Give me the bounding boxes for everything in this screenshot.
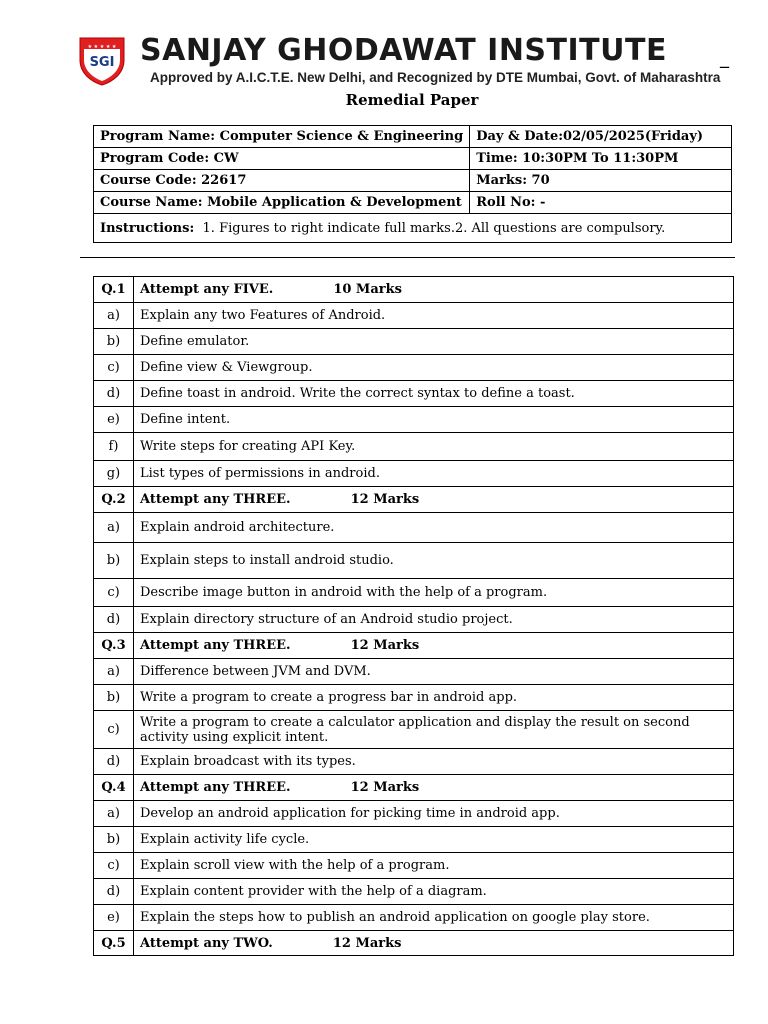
sub-question-text: Define emulator. [134, 329, 734, 355]
sub-question-text: Explain content provider with the help of a diagram. [134, 879, 734, 905]
institute-name: SANJAY GHODAWAT INSTITUTE [140, 33, 667, 68]
sub-question-text: Explain any two Features of Android. [134, 303, 734, 329]
question-number: Q.5 [94, 931, 134, 956]
sub-question-label: c) [94, 711, 134, 749]
sub-question-label: a) [94, 801, 134, 827]
question-title: Attempt any FIVE. [140, 282, 274, 297]
sub-question-row [94, 407, 734, 433]
sub-question-label: d) [94, 381, 134, 407]
question-marks: 12 Marks [350, 780, 420, 795]
sub-question-text: Write a program to create a progress bar in android app. [134, 685, 734, 711]
sub-question-text: Develop an android application for picking time in android app. [134, 801, 734, 827]
question-header-row [94, 931, 734, 956]
sub-question-label: c) [94, 579, 134, 607]
sub-question-text: Define view & Viewgroup. [134, 355, 734, 381]
header-dash: _ [720, 48, 729, 69]
program-name: Program Name: Computer Science & Engineering [94, 126, 470, 148]
question-instruction [134, 277, 734, 303]
question-number: Q.3 [94, 633, 134, 659]
program-code: Program Code: CW [94, 148, 470, 170]
logo-lettering: SGI [89, 55, 115, 70]
sub-question-row [94, 827, 734, 853]
course-name: Course Name: Mobile Application & Development [94, 192, 470, 214]
separator-line [80, 257, 735, 258]
sub-question-row [94, 659, 734, 685]
sub-question-text: Describe image button in android with the help of a program. [134, 579, 734, 607]
institute-logo [76, 36, 128, 86]
question-instruction [134, 931, 734, 956]
total-marks: Marks: 70 [470, 170, 732, 192]
sub-question-text: Explain activity life cycle. [134, 827, 734, 853]
sub-question-row [94, 711, 734, 749]
sub-question-label: a) [94, 303, 134, 329]
question-header-row [94, 775, 734, 801]
sub-question-row [94, 543, 734, 579]
sub-question-row [94, 685, 734, 711]
question-instruction [134, 633, 734, 659]
question-header-row [94, 277, 734, 303]
sub-question-row [94, 433, 734, 461]
paper-title: Remedial Paper [345, 91, 479, 109]
sub-question-text: Explain the steps how to publish an android application on google play store. [134, 905, 734, 931]
sub-question-text: Difference between JVM and DVM. [134, 659, 734, 685]
sub-question-label: a) [94, 659, 134, 685]
sub-question-label: g) [94, 461, 134, 487]
question-header-row [94, 633, 734, 659]
questions-table [93, 276, 734, 956]
sub-question-row [94, 879, 734, 905]
day-date: Day & Date:02/05/2025(Friday) [470, 126, 732, 148]
sub-question-label: e) [94, 905, 134, 931]
question-number: Q.4 [94, 775, 134, 801]
instructions-label: Instructions: [100, 220, 195, 236]
sub-question-label: c) [94, 355, 134, 381]
svg-text:★ ★ ★ ★ ★: ★ ★ ★ ★ ★ [87, 44, 117, 50]
sub-question-label: f) [94, 433, 134, 461]
question-number: Q.1 [94, 277, 134, 303]
question-marks: 10 Marks [333, 282, 402, 297]
question-title: Attempt any THREE. [140, 780, 291, 795]
sub-question-text: Define toast in android. Write the correct syntax to define a toast. [134, 381, 734, 407]
sub-question-text: Write steps for creating API Key. [134, 433, 734, 461]
course-code: Course Code: 22617 [94, 170, 470, 192]
paper-info-table [93, 125, 732, 243]
sub-question-label: e) [94, 407, 134, 433]
sub-question-text: Explain scroll view with the help of a program. [134, 853, 734, 879]
sub-question-label: d) [94, 749, 134, 775]
sub-question-text: Explain directory structure of an Android studio project. [134, 607, 734, 633]
instructions-text: 1. Figures to right indicate full marks.2. All questions are compulsory. [202, 220, 666, 236]
sub-question-row [94, 749, 734, 775]
sub-question-text: List types of permissions in android. [134, 461, 734, 487]
sub-question-text: Define intent. [134, 407, 734, 433]
exam-time: Time: 10:30PM To 11:30PM [470, 148, 732, 170]
sub-question-row [94, 853, 734, 879]
sub-question-label: b) [94, 329, 134, 355]
sub-question-row [94, 381, 734, 407]
sub-question-row [94, 303, 734, 329]
sub-question-text: Explain steps to install android studio. [134, 543, 734, 579]
question-title: Attempt any THREE. [140, 638, 291, 653]
sub-question-label: b) [94, 827, 134, 853]
sub-question-row [94, 607, 734, 633]
sub-question-label: d) [94, 607, 134, 633]
question-marks: 12 Marks [350, 638, 420, 653]
institute-subtitle: Approved by A.I.C.T.E. New Delhi, and Recognized by DTE Mumbai, Govt. of Maharashtra [150, 70, 721, 85]
sub-question-text: Explain broadcast with its types. [134, 749, 734, 775]
question-title: Attempt any THREE. [140, 492, 291, 507]
sub-question-label: c) [94, 853, 134, 879]
sub-question-row [94, 905, 734, 931]
sub-question-row [94, 513, 734, 543]
instructions [94, 214, 732, 243]
question-instruction [134, 487, 734, 513]
sub-question-row [94, 329, 734, 355]
sub-question-row [94, 579, 734, 607]
question-title: Attempt any TWO. [140, 935, 273, 951]
sub-question-row [94, 461, 734, 487]
sub-question-label: b) [94, 543, 134, 579]
sub-question-label: a) [94, 513, 134, 543]
question-number: Q.2 [94, 487, 134, 513]
sub-question-text: Explain android architecture. [134, 513, 734, 543]
sub-question-label: b) [94, 685, 134, 711]
question-marks: 12 Marks [350, 492, 420, 507]
question-header-row [94, 487, 734, 513]
question-marks: 12 Marks [332, 935, 402, 951]
sub-question-row [94, 355, 734, 381]
roll-no: Roll No: - [470, 192, 732, 214]
sub-question-row [94, 801, 734, 827]
question-instruction [134, 775, 734, 801]
sub-question-label: d) [94, 879, 134, 905]
sub-question-text: Write a program to create a calculator application and display the result on second activity using explicit intent. [134, 711, 734, 749]
